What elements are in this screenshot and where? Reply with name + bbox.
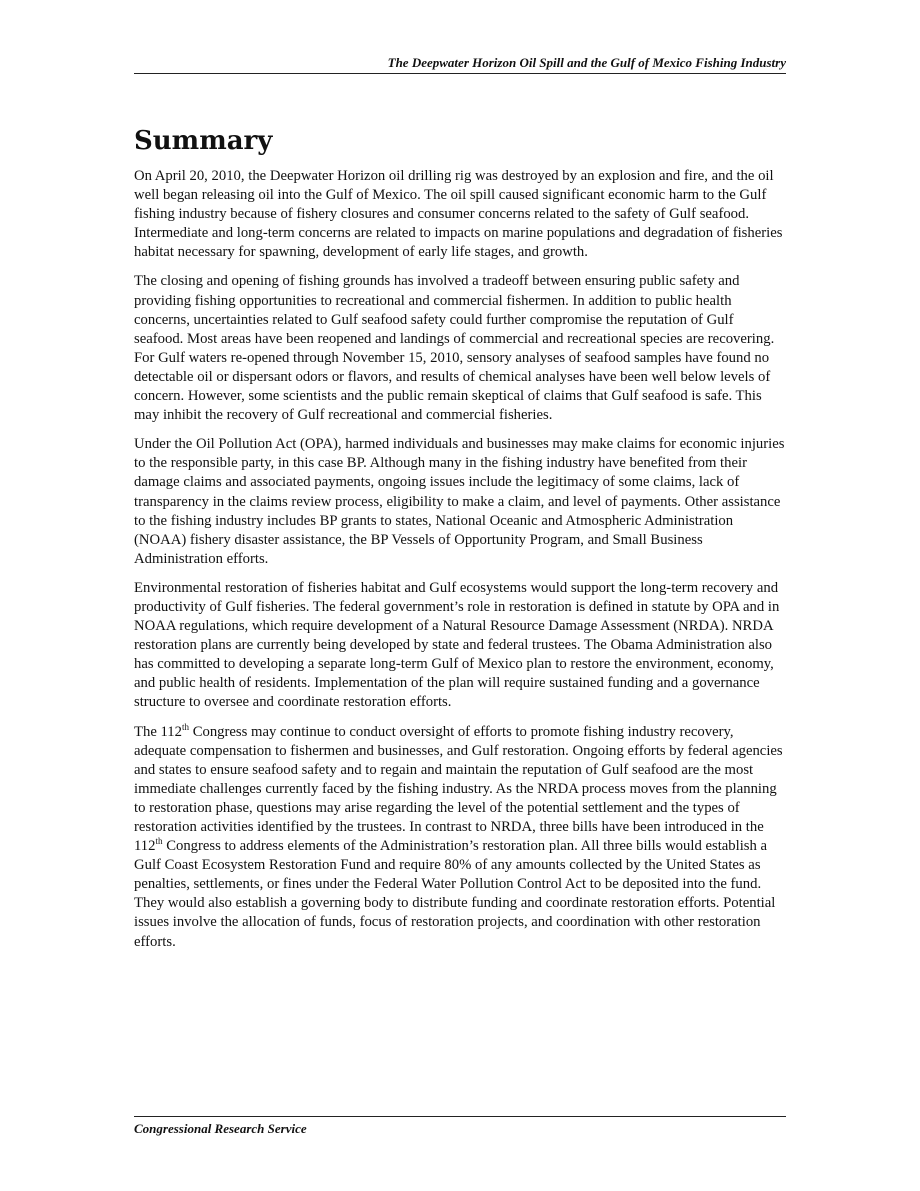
running-header-title: The Deepwater Horizon Oil Spill and the Gulf of Mexico Fishing Industry (387, 55, 786, 70)
footer-divider (134, 1116, 786, 1117)
paragraph-5-text-c: Congress to address elements of the Administration’s restoration plan. All three bills would establish a Gulf Coast Ecosystem Restoration Fund and require 80% of any amounts collected by the United States as penalties, settlements, or fines under the Federal Water Pollution Control Act to be deposited into the fund. They would also establish a governing body to distribute funding and coordinate restoration efforts. Potential issues involve the allocation of funds, focus of restoration projects, and coordination with other restoration efforts. (134, 838, 776, 950)
running-footer-label: Congressional Research Service (134, 1121, 307, 1136)
paragraph-4: Environmental restoration of fisheries habitat and Gulf ecosystems would support the long-term recovery and productivity of Gulf fisheries. The federal government’s role in restoration is defined in statute by OPA and in NOAA regulations, which require development of a Natural Resource Damage Assessment (NRDA). NRDA restoration plans are currently being developed by state and federal trustees. The Obama Administration also has committed to developing a separate long-term Gulf of Mexico plan to restore the environment, economy, and public health of residents. Implementation of the plan will require sustained funding and a governance structure to oversee and coordinate restoration efforts. (134, 579, 780, 711)
paragraph-1: On April 20, 2010, the Deepwater Horizon oil drilling rig was destroyed by an explosion and fire, and the oil well began releasing oil into the Gulf of Mexico. The oil spill caused significant economic harm to the Gulf fishing industry because of fishery closures and consumer concerns related to the safety of Gulf seafood. Intermediate and long-term concerns are related to impacts on marine populations and degradation of fisheries habitat necessary for spawning, development of early life stages, and growth. (134, 168, 783, 261)
paragraph-3: Under the Oil Pollution Act (OPA), harmed individuals and businesses may make claims for economic injuries to the responsible party, in this case BP. Although many in the fishing industry have benefited from their damage claims and associated payments, ongoing issues include the legitimacy of some claims, lack of transparency in the claims review process, eligibility to make a claim, and level of payments. Other assistance to the fishing industry includes BP grants to states, National Oceanic and Atmospheric Administration (NOAA) fishery disaster assistance, the BP Vessels of Opportunity Program, and Small Business Administration efforts. (134, 436, 785, 567)
ordinal-superscript: th (182, 721, 190, 732)
paragraph-5-text-a: The 112 (134, 723, 182, 740)
paragraph-5 (134, 723, 786, 952)
paragraph-2: The closing and opening of fishing grounds has involved a tradeoff between ensuring public safety and providing fishing opportunities to recreational and commercial fishermen. In addition to public health concerns, uncertainties related to Gulf seafood safety could further compromise the reputation of Gulf seafood. Most areas have been reopened and landings of commercial and recreational species are recovering. For Gulf waters re-opened through November 15, 2010, sensory analyses of seafood samples have found no detectable oil or dispersant odors or flavors, and results of chemical analyses have been well below levels of concern. However, some scientists and the public remain skeptical of claims that Gulf seafood is safe. This may inhibit the recovery of Gulf recreational and commercial fisheries. (134, 273, 775, 424)
section-title: Summary (134, 126, 273, 156)
summary-body (134, 167, 786, 962)
paragraph-5-text-b: Congress may continue to conduct oversight of efforts to promote fishing industry recovery, adequate compensation to fishermen and businesses, and Gulf restoration. Ongoing efforts by federal agencies and states to ensure seafood safety and to regain and maintain the reputation of Gulf seafood are the most immediate challenges currently faced by the fishing industry. As the NRDA process moves from the planning to restoration phase, questions may arise regarding the level of the potential settlement and the types of restoration activities identified by the trustees. In contrast to NRDA, three bills have been introduced in the 112 (134, 723, 783, 855)
header-divider (134, 73, 786, 74)
ordinal-superscript: th (155, 836, 163, 847)
